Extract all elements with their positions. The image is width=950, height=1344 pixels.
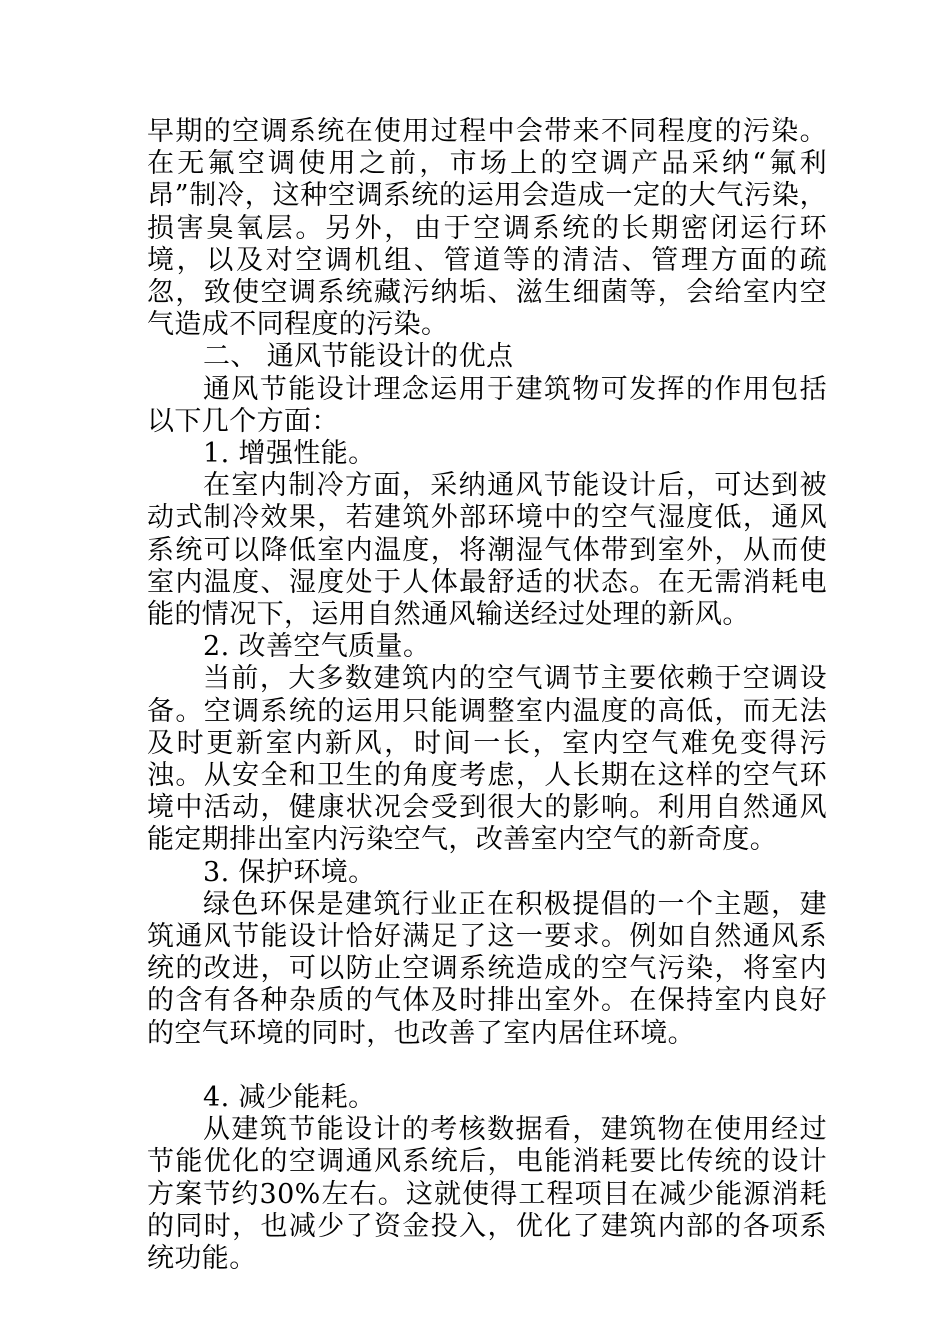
paragraph-intro: 早期的空调系统在使用过程中会带来不同程度的污染。在无氟空调使用之前，市场上的空调产品采纳“氟利昂”制冷，这种空调系统的运用会造成一定的大气污染，损害臭氧层。另外，由于空调系统的长期密闭运行环境，以及对空调机组、管道等的清洁、管理方面的疏忽，致使空调系统藏污纳垢、滋生细菌等，会给室内空气造成不同程度的污染。 [147,116,827,341]
document-page [147,116,827,1275]
section-heading-advantages: 二、 通风节能设计的优点 [203,341,514,373]
subheading-air-quality: 2. 改善空气质量。 [203,631,431,663]
subheading-performance: 1. 增强性能。 [203,438,376,470]
paragraph-performance: 在室内制冷方面，采纳通风节能设计后，可达到被动式制冷效果，若建筑外部环境中的空气湿度低，通风系统可以降低室内温度，将潮湿气体带到室外，从而使室内温度、湿度处于人体最舒适的状态。在无需消耗电能的情况下，运用自然通风输送经过处理的新风。 [147,470,827,631]
paragraph-gap [147,1050,827,1082]
paragraph-air-quality: 当前，大多数建筑内的空气调节主要依赖于空调设备。空调系统的运用只能调整室内温度的高低，而无法及时更新室内新风，时间一长，室内空气难免变得污浊。从安全和卫生的角度考虑，人长期在这样的空气环境中活动，健康状况会受到很大的影响。利用自然通风能定期排出室内污染空气，改善室内空气的新奇度。 [147,663,827,856]
subheading-environment: 3. 保护环境。 [203,856,376,888]
paragraph-overview: 通风节能设计理念运用于建筑物可发挥的作用包括以下几个方面： [147,373,827,437]
paragraph-energy: 从建筑节能设计的考核数据看，建筑物在使用经过节能优化的空调通风系统后，电能消耗要比传统的设计方案节约30%左右。这就使得工程项目在减少能源消耗的同时，也减少了资金投入，优化了建筑内部的各项系统功能。 [147,1114,827,1274]
subheading-energy: 4. 减少能耗。 [203,1081,376,1113]
paragraph-environment: 绿色环保是建筑行业正在积极提倡的一个主题，建筑通风节能设计恰好满足了这一要求。例如自然通风系统的改进，可以防止空调系统造成的空气污染，将室内的含有各种杂质的气体及时排出室外。在保持室内良好的空气环境的同时，也改善了室内居住环境。 [147,888,827,1049]
